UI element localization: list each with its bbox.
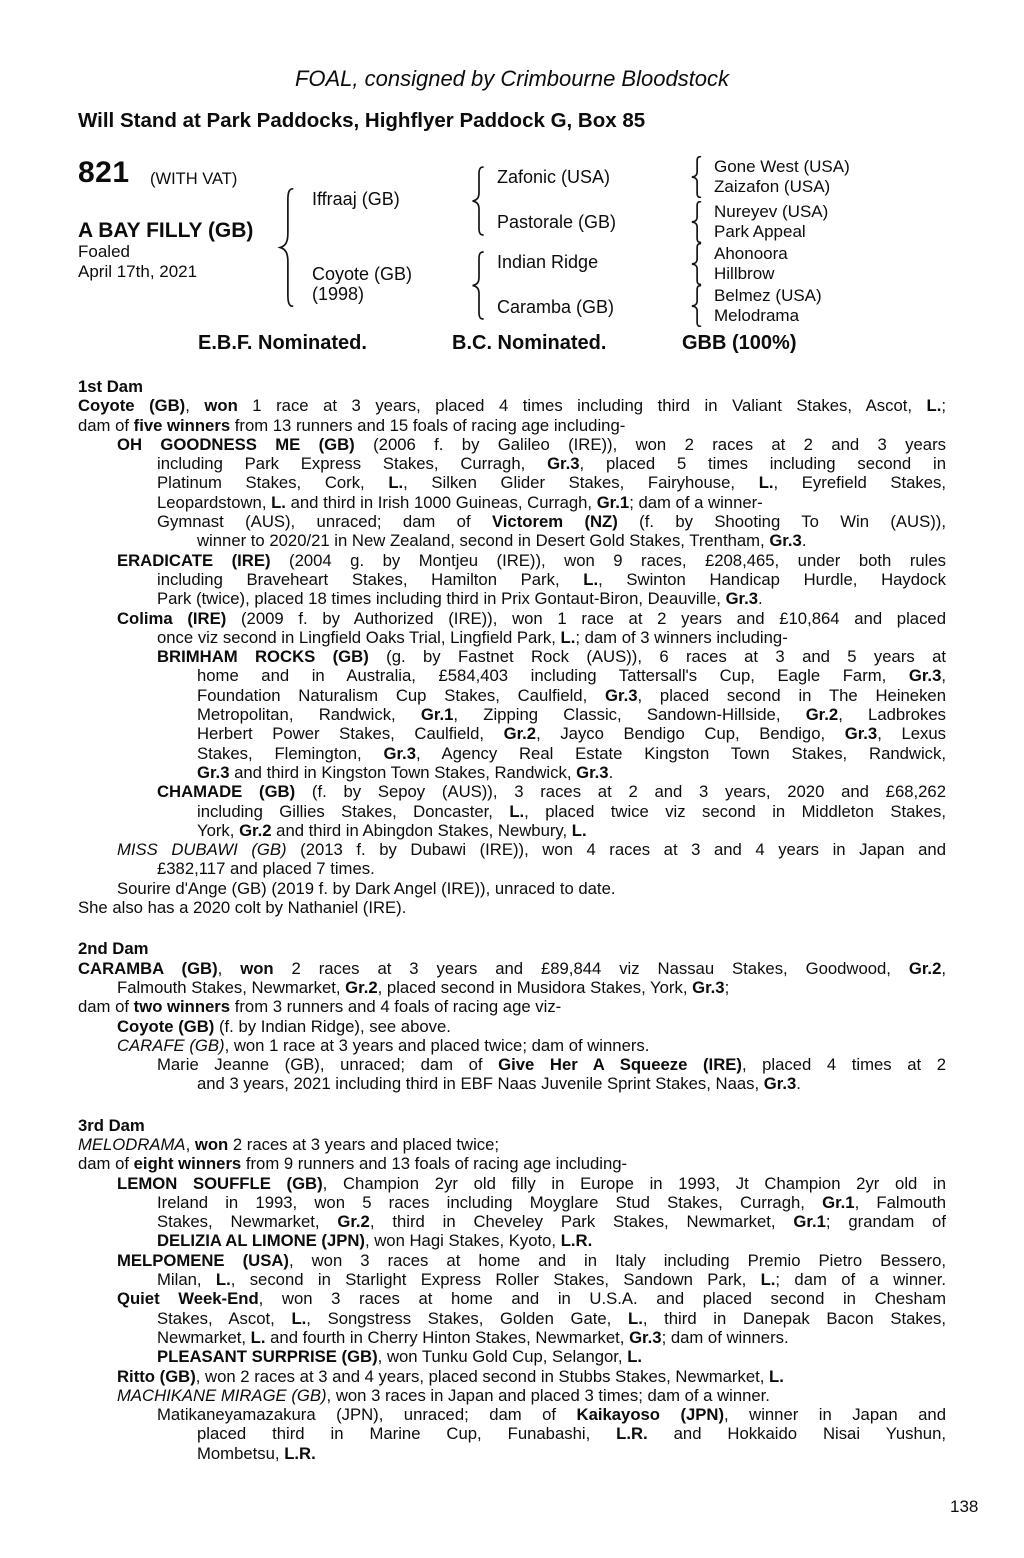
gen3-name: Zaizafon (USA) bbox=[714, 177, 831, 196]
catalogue-text-segment: L.R. bbox=[616, 1424, 648, 1444]
catalogue-text-segment: ; grandam of bbox=[825, 1212, 946, 1232]
catalogue-text-segment: Victorem (NZ) bbox=[491, 512, 618, 532]
lot-number: 821 bbox=[78, 156, 130, 189]
catalogue-line bbox=[78, 416, 946, 435]
catalogue-text-segment: and third in Abingdon Stakes, Newbury, bbox=[271, 820, 572, 840]
catalogue-text-segment: Gr.2 bbox=[805, 705, 839, 725]
catalogue-line bbox=[78, 840, 946, 859]
catalogue-text-segment: L. bbox=[760, 1270, 776, 1290]
catalogue-text-segment: won bbox=[204, 396, 238, 416]
catalogue-text-segment: Gr.1 bbox=[793, 1212, 826, 1232]
catalogue-text-segment: Stakes, Newmarket, bbox=[157, 1212, 338, 1232]
catalogue-text-segment: Leopardstown, bbox=[157, 492, 272, 512]
pedigree-brace bbox=[276, 187, 295, 308]
catalogue-text-segment: two winners bbox=[133, 997, 231, 1017]
catalogue-text-segment: , won 2 races at 3 and 4 years, placed second in Stubbs Stakes, Newmarket, bbox=[195, 1366, 770, 1386]
catalogue-text-segment: Gr.3 bbox=[692, 977, 725, 997]
catalogue-text-segment: Park (twice), placed 18 times including third in Prix Gontaut-Biron, Deauville, bbox=[157, 589, 726, 609]
dam-block bbox=[312, 264, 412, 304]
sire-dam-name: Pastorale (GB) bbox=[497, 212, 617, 232]
catalogue-text-segment: Gr.2 bbox=[239, 820, 272, 840]
catalogue-text-segment: Kaikayoso (JPN) bbox=[576, 1405, 725, 1425]
catalogue-text-segment: ; dam of a winner- bbox=[629, 492, 763, 512]
catalogue-text-segment: Coyote (GB) bbox=[117, 1016, 215, 1036]
catalogue-text-segment: from 9 runners and 13 foals of racing age including- bbox=[241, 1154, 628, 1174]
gen3-name: Nureyev (USA) bbox=[714, 202, 829, 221]
pedigree-brace bbox=[689, 156, 702, 198]
catalogue-text-segment: (f. by Sepoy (AUS)), 3 races at 2 and 3 years, 2020 and £68,262 bbox=[295, 782, 946, 802]
pedigree-brace bbox=[689, 285, 702, 327]
catalogue-text-segment: , bbox=[941, 958, 946, 978]
catalogue-line bbox=[78, 997, 946, 1016]
catalogue-line bbox=[78, 454, 946, 473]
catalogue-line bbox=[78, 763, 946, 782]
catalogue-line bbox=[78, 666, 946, 685]
catalogue-text-segment: , Songstress Stakes, Golden Gate, bbox=[306, 1308, 628, 1328]
catalogue-text-segment: Coyote (GB) bbox=[78, 396, 186, 416]
catalogue-text-segment: from 13 runners and 15 foals of racing age including- bbox=[230, 415, 626, 435]
catalogue-text-segment: MACHIKANE MIRAGE (GB) bbox=[117, 1385, 327, 1405]
catalogue-text-segment: DELIZIA AL LIMONE (JPN) bbox=[157, 1231, 365, 1251]
catalogue-text-segment: 2 races at 3 years and placed twice; bbox=[228, 1134, 500, 1154]
catalogue-text-segment: , bbox=[185, 396, 205, 416]
catalogue-text-segment: , Ladbrokes bbox=[838, 705, 946, 725]
catalogue-text-segment: , Champion 2yr old filly in Europe in 1993, Jt Champion 2yr old in bbox=[322, 1173, 946, 1193]
catalogue-text-segment: Marie Jeanne (GB), unraced; dam of bbox=[157, 1055, 499, 1075]
catalogue-text-segment: eight winners bbox=[133, 1154, 242, 1174]
horse-name: A BAY FILLY (GB) bbox=[78, 219, 254, 242]
catalogue-text-segment: L. bbox=[291, 1308, 307, 1328]
catalogue-text-segment: ; dam of winners. bbox=[661, 1327, 789, 1347]
catalogue-text-segment: , won 1 race at 3 years and placed twice; dam of winners. bbox=[224, 1035, 650, 1055]
catalogue-line bbox=[78, 1017, 946, 1036]
nomination-ebf: E.B.F. Nominated. bbox=[198, 332, 367, 354]
catalogue-text-segment: Falmouth Stakes, Newmarket, bbox=[117, 977, 346, 997]
stand-location: Will Stand at Park Paddocks, Highflyer Paddock G, Box 85 bbox=[78, 109, 646, 132]
catalogue-text-segment: Gr.3 bbox=[763, 1074, 797, 1094]
catalogue-text-segment: . bbox=[801, 531, 807, 551]
catalogue-text-segment: (2009 f. by Authorized (IRE)), won 1 race at 2 years and £10,864 and placed bbox=[226, 608, 946, 628]
catalogue-text-segment: placed third in Marine Cup, Funabashi, bbox=[197, 1424, 617, 1444]
catalogue-text-segment: She also has a 2020 colt by Nathaniel (IRE). bbox=[78, 898, 407, 918]
catalogue-line bbox=[78, 705, 946, 724]
catalogue-text-segment: LEMON SOUFFLE (GB) bbox=[117, 1173, 323, 1193]
catalogue-text-segment: MISS DUBAWI (GB) bbox=[117, 840, 287, 860]
catalogue-line bbox=[78, 1135, 946, 1154]
catalogue-text-segment: including Park Express Stakes, Curragh, bbox=[157, 454, 548, 474]
catalogue-text-segment: , winner in Japan and bbox=[724, 1405, 946, 1425]
catalogue-text-segment: , second in Starlight Express Roller Stakes, Sandown Park, bbox=[230, 1270, 761, 1290]
gen3-pair-4 bbox=[714, 286, 822, 326]
catalogue-text-segment: Gr.2 bbox=[908, 958, 942, 978]
catalogue-text-segment: (2006 f. by Galileo (IRE)), won 2 races at 2 and 3 years bbox=[354, 434, 946, 454]
catalogue-text-segment: Gr.3 bbox=[844, 724, 878, 744]
catalogue-text-segment: L. bbox=[769, 1366, 784, 1386]
catalogue-text-segment: L. bbox=[583, 569, 599, 589]
page-number: 138 bbox=[950, 1497, 979, 1516]
catalogue-text-segment: Gr.1 bbox=[420, 705, 454, 725]
catalogue-text-segment: ; dam of 3 winners including- bbox=[575, 627, 788, 647]
dam-name: Coyote (GB) bbox=[312, 264, 413, 284]
catalogue-text-segment: ; dam of a winner. bbox=[775, 1270, 946, 1290]
foaled-block bbox=[78, 242, 197, 282]
catalogue-text-segment: , Eyrefield Stakes, bbox=[773, 473, 946, 493]
catalogue-text-segment: Sourire d'Ange (GB) (2019 f. by Dark Angel (IRE)), unraced to date. bbox=[117, 878, 616, 898]
catalogue-line bbox=[78, 493, 946, 512]
catalogue-line bbox=[78, 647, 946, 666]
sire-sire-name: Zafonic (USA) bbox=[497, 167, 611, 187]
sire-name: Iffraaj (GB) bbox=[312, 189, 400, 209]
catalogue-text-segment: Stakes, Ascot, bbox=[157, 1308, 292, 1328]
catalogue-text-segment: Gymnast (AUS), unraced; dam of bbox=[157, 512, 492, 532]
catalogue-line bbox=[78, 1386, 946, 1405]
catalogue-text-segment: Milan, bbox=[157, 1270, 216, 1290]
catalogue-text-segment: , Lexus bbox=[877, 724, 946, 744]
catalogue-text-segment: CHAMADE (GB) bbox=[157, 782, 296, 802]
pedigree-brace bbox=[469, 251, 485, 320]
consignment-title: FOAL, consigned by Crimbourne Bloodstock bbox=[294, 66, 730, 91]
catalogue-text-segment: won bbox=[194, 1134, 229, 1154]
dam-section bbox=[78, 1116, 946, 1463]
catalogue-text-segment: CARAFE (GB) bbox=[117, 1035, 225, 1055]
catalogue-text-segment: £382,117 and placed 7 times. bbox=[157, 859, 375, 879]
gen3-name: Park Appeal bbox=[714, 222, 806, 241]
dam-section-heading: 2nd Dam bbox=[78, 939, 149, 959]
catalogue-text-segment: Colima (IRE) bbox=[117, 608, 227, 628]
catalogue-line bbox=[78, 959, 946, 978]
catalogue-text-segment: Gr.2 bbox=[503, 724, 537, 744]
pedigree-brace bbox=[689, 201, 702, 243]
catalogue-line bbox=[78, 570, 946, 589]
catalogue-line bbox=[78, 589, 946, 608]
catalogue-line bbox=[78, 1328, 946, 1347]
catalogue-text-segment: Stakes, Flemington, bbox=[197, 743, 384, 763]
catalogue-text-segment: Gr.2 bbox=[337, 1212, 370, 1232]
catalogue-text-segment: , Silken Glider Stakes, Fairyhouse, bbox=[403, 473, 759, 493]
catalogue-text-segment: , won Tunku Gold Cup, Selangor, bbox=[377, 1347, 628, 1367]
vat-note: (WITH VAT) bbox=[150, 170, 238, 188]
catalogue-line bbox=[78, 1367, 946, 1386]
catalogue-text-segment: BRIMHAM ROCKS (GB) bbox=[157, 647, 369, 667]
foaled-date: April 17th, 2021 bbox=[78, 262, 198, 281]
catalogue-text-segment: and 3 years, 2021 including third in EBF Naas Juvenile Sprint Stakes, Naas, bbox=[197, 1074, 764, 1094]
catalogue-text-segment: Gr.3 bbox=[769, 531, 802, 551]
catalogue-line bbox=[78, 1154, 946, 1173]
catalogue-text-segment: , bbox=[217, 958, 241, 978]
catalogue-text-segment: Gr.1 bbox=[822, 1192, 855, 1212]
catalogue-text-segment: and third in Kingston Town Stakes, Randwick, bbox=[229, 762, 577, 782]
catalogue-text-segment: Ireland in 1993, won 5 races including Moyglare Stud Stakes, Curragh, bbox=[157, 1192, 823, 1212]
catalogue-text-segment: , placed 5 times including second in bbox=[579, 454, 946, 474]
catalogue-line bbox=[78, 1289, 946, 1308]
gen3-name: Melodrama bbox=[714, 306, 800, 325]
gen3-name: Belmez (USA) bbox=[714, 286, 822, 305]
catalogue-text-segment: L. bbox=[215, 1270, 231, 1290]
catalogue-line bbox=[78, 978, 946, 997]
catalogue-text-segment: 1 race at 3 years, placed 4 times including third in Valiant Stakes, Ascot, bbox=[237, 396, 927, 416]
catalogue-text-segment: Newmarket, bbox=[157, 1327, 251, 1347]
catalogue-text-segment: from 3 runners and 4 foals of racing age viz- bbox=[230, 997, 562, 1017]
catalogue-text-segment: Give Her A Squeeze (IRE) bbox=[498, 1055, 742, 1075]
catalogue-text-segment: (f. by Shooting To Win (AUS)), bbox=[617, 512, 946, 532]
catalogue-text-segment: CARAMBA (GB) bbox=[78, 958, 218, 978]
catalogue-line bbox=[78, 744, 946, 763]
catalogue-text-segment: . bbox=[796, 1074, 801, 1094]
catalogue-text-segment: 2 races at 3 years and £89,844 viz Nassau Stakes, Goodwood, bbox=[273, 958, 909, 978]
catalogue-text-segment: Herbert Power Stakes, Caulfield, bbox=[197, 724, 504, 744]
catalogue-line bbox=[78, 724, 946, 743]
catalogue-text-segment: MELODRAMA bbox=[78, 1134, 186, 1154]
catalogue-text-segment: OH GOODNESS ME (GB) bbox=[117, 434, 355, 454]
catalogue-text-segment: ; bbox=[724, 977, 730, 997]
catalogue-text-segment: , placed second in Musidora Stakes, York, bbox=[377, 977, 693, 997]
catalogue-text-segment: , Jayco Bendigo Cup, Bendigo, bbox=[536, 724, 845, 744]
catalogue-text-segment: dam of bbox=[78, 1154, 134, 1174]
catalogue-text-segment: Quiet Week-End bbox=[117, 1289, 259, 1309]
catalogue-text-segment: Gr.3 bbox=[725, 589, 759, 609]
catalogue-text-segment: L. bbox=[250, 1327, 266, 1347]
dam-section-heading: 1st Dam bbox=[78, 377, 143, 396]
catalogue-text-segment: , bbox=[941, 666, 946, 686]
catalogue-line bbox=[78, 821, 946, 840]
catalogue-text-segment: L. bbox=[560, 627, 576, 647]
dam-year: (1998) bbox=[312, 284, 365, 304]
catalogue-text-segment: Matikaneyamazakura (JPN), unraced; dam of bbox=[157, 1405, 577, 1425]
catalogue-line bbox=[78, 473, 946, 492]
catalogue-text-segment: dam of bbox=[78, 415, 134, 435]
catalogue-line bbox=[78, 898, 946, 917]
catalogue-text-segment: , placed second in The Heineken bbox=[637, 685, 946, 705]
catalogue-text-segment: L. bbox=[926, 396, 942, 416]
catalogue-line bbox=[78, 1444, 946, 1463]
catalogue-text-segment: , placed twice viz second in Middleton Stakes, bbox=[524, 801, 946, 821]
catalogue-line bbox=[78, 1405, 946, 1424]
catalogue-text-segment: L.R. bbox=[284, 1443, 316, 1463]
catalogue-line bbox=[78, 1309, 946, 1328]
catalogue-line bbox=[78, 802, 946, 821]
catalogue-text-segment: Gr.3 bbox=[605, 685, 638, 705]
catalogue-text-segment: , placed 4 times at 2 bbox=[741, 1055, 947, 1075]
catalogue-line bbox=[78, 1193, 946, 1212]
catalogue-text-segment: , bbox=[185, 1134, 195, 1154]
catalogue-text-segment: York, bbox=[197, 820, 240, 840]
catalogue-text-segment: Mombetsu, bbox=[197, 1443, 285, 1463]
catalogue-line bbox=[78, 1055, 946, 1074]
catalogue-text-segment: , Zipping Classic, Sandown-Hillside, bbox=[453, 705, 806, 725]
catalogue-text-segment: Metropolitan, Randwick, bbox=[197, 705, 421, 725]
catalogue-line bbox=[78, 531, 946, 550]
catalogue-text-segment: L. bbox=[271, 492, 286, 512]
catalogue-text-segment: , Agency Real Estate Kingston Town Stakes, Randwick, bbox=[415, 743, 946, 763]
dam-section-heading: 3rd Dam bbox=[78, 1115, 145, 1135]
catalogue-text-segment: and third in Irish 1000 Guineas, Curragh, bbox=[285, 492, 597, 512]
catalogue-line bbox=[78, 782, 946, 801]
catalogue-line bbox=[78, 609, 946, 628]
catalogue-text-segment: five winners bbox=[133, 415, 231, 435]
catalogue-text-segment: , Falmouth bbox=[854, 1192, 946, 1212]
catalogue-text-segment: ERADICATE (IRE) bbox=[117, 550, 271, 570]
catalogue-text-segment: once viz second in Lingfield Oaks Trial, Lingfield Park, bbox=[157, 627, 561, 647]
catalogue-text-segment: L.R. bbox=[560, 1231, 593, 1251]
dam-section bbox=[78, 377, 946, 917]
dam-dam-name: Caramba (GB) bbox=[497, 297, 615, 317]
pedigree-brace bbox=[689, 243, 702, 285]
catalogue-text-segment: Gr.2 bbox=[345, 977, 378, 997]
catalogue-line bbox=[78, 435, 946, 454]
catalogue-line bbox=[78, 1251, 946, 1270]
catalogue-text-segment: Gr.3 bbox=[383, 743, 416, 763]
catalogue-line bbox=[78, 1231, 946, 1250]
gen3-name: Ahonoora bbox=[714, 244, 788, 263]
catalogue-text-segment: . bbox=[758, 589, 763, 609]
catalogue-text-segment: MELPOMENE (USA) bbox=[117, 1250, 289, 1270]
catalogue-text-segment: (f. by Indian Ridge), see above. bbox=[214, 1016, 451, 1036]
catalogue-text-segment: ; bbox=[941, 396, 947, 416]
gen3-pair-2 bbox=[714, 202, 828, 242]
catalogue-text-segment: , won 3 races in Japan and placed 3 times; dam of a winner. bbox=[326, 1385, 770, 1405]
dam-sire-name: Indian Ridge bbox=[497, 252, 599, 272]
gen3-pair-1 bbox=[714, 157, 850, 197]
dam-section bbox=[78, 939, 946, 1093]
catalogue-line bbox=[78, 1270, 946, 1289]
catalogue-line bbox=[78, 1174, 946, 1193]
catalogue-text-segment: Gr.3 bbox=[197, 762, 230, 782]
catalogue-line bbox=[78, 686, 946, 705]
catalogue-text-segment: L. bbox=[628, 1308, 643, 1328]
catalogue-text-segment: L. bbox=[627, 1347, 643, 1367]
catalogue-line bbox=[78, 396, 946, 415]
catalogue-text-segment: Gr.3 bbox=[908, 666, 942, 686]
catalogue-text-segment: PLEASANT SURPRISE (GB) bbox=[157, 1347, 378, 1367]
catalogue-text-segment: and fourth in Cherry Hinton Stakes, Newmarket, bbox=[265, 1327, 630, 1347]
catalogue-text-segment: , Swinton Handicap Hurdle, Haydock bbox=[598, 569, 946, 589]
catalogue-text-segment: Foundation Naturalism Cup Stakes, Caulfield, bbox=[197, 685, 606, 705]
catalogue-text-segment: Ritto (GB) bbox=[117, 1366, 196, 1386]
catalogue-line bbox=[78, 879, 946, 898]
nomination-bc: B.C. Nominated. bbox=[452, 332, 607, 354]
catalogue-text-segment: , won 3 races at home and in Italy including Premio Pietro Bessero, bbox=[288, 1250, 946, 1270]
catalogue-line bbox=[78, 1347, 946, 1366]
catalogue-line bbox=[78, 1212, 946, 1231]
catalogue-line bbox=[78, 512, 946, 531]
catalogue-text-segment: (2004 g. by Montjeu (IRE)), won 9 races, £208,465, under both rules bbox=[270, 550, 946, 570]
catalogue-text-segment: L. bbox=[758, 473, 774, 493]
catalogue-text-segment: winner to 2020/21 in New Zealand, second in Desert Gold Stakes, Trentham, bbox=[197, 531, 770, 551]
catalogue-text-segment: won bbox=[240, 958, 274, 978]
gen3-name: Hillbrow bbox=[714, 264, 775, 283]
catalogue-text-segment: L. bbox=[571, 820, 587, 840]
catalogue-text-segment: Gr.1 bbox=[596, 492, 630, 512]
catalogue-text-segment: L. bbox=[388, 473, 404, 493]
catalogue-text-segment: Gr.3 bbox=[576, 762, 609, 782]
catalogue-text-segment: , won 3 races at home and in U.S.A. and placed second in Chesham bbox=[258, 1289, 946, 1309]
catalogue-text-segment: Gr.3 bbox=[547, 454, 580, 474]
catalogue-text-segment: . bbox=[608, 762, 614, 782]
catalogue-line bbox=[78, 1424, 946, 1443]
catalogue-text-segment: (2013 f. by Dubawi (IRE)), won 4 races at 3 and 4 years in Japan and bbox=[286, 840, 946, 860]
catalogue-line bbox=[78, 628, 946, 647]
catalogue-text-segment: , third in Danepak Bacon Stakes, bbox=[642, 1308, 947, 1328]
catalogue-text-segment: , third in Cheveley Park Stakes, Newmarket, bbox=[369, 1212, 794, 1232]
catalogue-line bbox=[78, 1036, 946, 1055]
pedigree-brace bbox=[469, 166, 485, 236]
catalogue-text-segment: dam of bbox=[78, 997, 134, 1017]
catalogue-line bbox=[78, 859, 946, 878]
catalogue-text-segment: including Braveheart Stakes, Hamilton Park, bbox=[157, 569, 584, 589]
catalogue-text-segment: L. bbox=[509, 801, 525, 821]
catalogue-text-segment: home and in Australia, £584,403 including Tattersall's Cup, Eagle Farm, bbox=[197, 666, 909, 686]
dam-sections bbox=[78, 377, 946, 1463]
gen3-pair-3 bbox=[714, 244, 788, 284]
catalogue-line bbox=[78, 551, 946, 570]
gen3-name: Gone West (USA) bbox=[714, 157, 850, 176]
catalogue-text-segment: , won Hagi Stakes, Kyoto, bbox=[364, 1231, 561, 1251]
catalogue-line bbox=[78, 1074, 946, 1093]
foaled-label: Foaled bbox=[78, 242, 130, 261]
catalogue-text-segment: including Gillies Stakes, Doncaster, bbox=[197, 801, 510, 821]
catalogue-text-segment: (g. by Fastnet Rock (AUS)), 6 races at 3 and 5 years at bbox=[368, 647, 946, 667]
nomination-gbb: GBB (100%) bbox=[682, 332, 797, 354]
catalogue-text-segment: Gr.3 bbox=[629, 1327, 662, 1347]
catalogue-text-segment: Platinum Stakes, Cork, bbox=[157, 473, 389, 493]
catalogue-text-segment: and Hokkaido Nisai Yushun, bbox=[647, 1424, 947, 1444]
